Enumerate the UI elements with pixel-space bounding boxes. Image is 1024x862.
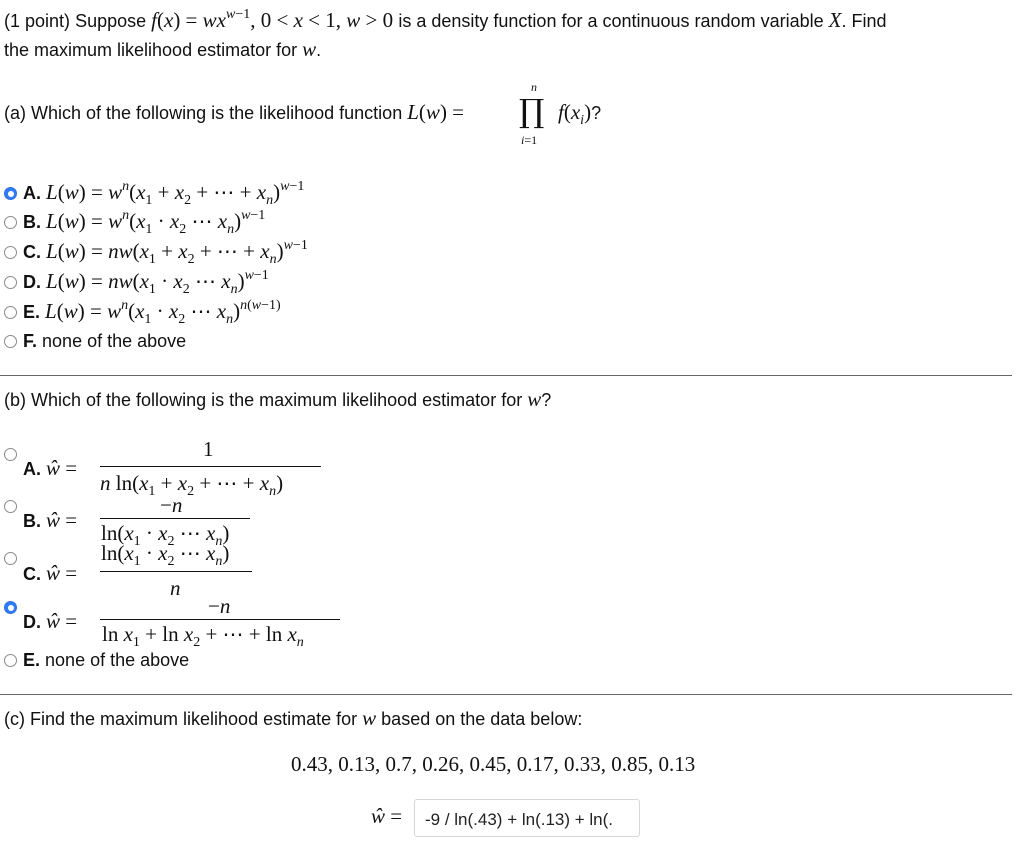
part-b-option-b-radio[interactable]: [4, 500, 17, 513]
part-b-option-c-numerator: $\ln(x_1 \cdot x_2$ ⋯ $x_n$): [101, 541, 230, 569]
part-c-question: (c) Find the maximum likelihood estimate for w based on the data below:: [4, 706, 583, 730]
part-b-option-a-numerator: 1: [203, 437, 214, 461]
part-b-option-d-numerator: −n: [208, 594, 231, 618]
part-a-option-b[interactable]: B. $L(w) = w^n(x_1 \cdot x_2$ ⋯ $x_n)^{w-1}$: [23, 208, 266, 237]
part-c-answer-label: ŵ =: [371, 804, 403, 828]
part-b-question: (b) Which of the following is the maximum likelihood estimator for w?: [4, 387, 552, 411]
product-term: $f(x_i)$?: [558, 100, 602, 128]
part-b-option-c-label[interactable]: C. ŵ =: [23, 561, 78, 585]
part-a-option-e[interactable]: E. $L(w) = w^n(x_1 \cdot x_2$ ⋯ $x_n)^{n(w-1)}$: [23, 298, 281, 327]
product-upper-limit: n: [531, 80, 537, 94]
part-a-option-f-radio[interactable]: [4, 335, 17, 348]
part-b-option-a-fraction-bar: [100, 466, 321, 467]
part-a-option-a-radio[interactable]: [4, 187, 17, 200]
part-b-option-c-fraction-bar: [100, 571, 252, 572]
part-b-option-e[interactable]: E. none of the above: [23, 650, 190, 670]
divider-b-c: [0, 694, 1012, 695]
part-a-option-c-radio[interactable]: [4, 246, 17, 259]
problem-statement-line1: (1 point) Suppose $f(x) = wx^{w-1}$, 0 < x < 1, w > 0 is a density function for a continuous random variable X. Find: [4, 7, 887, 32]
problem-statement-line2: the maximum likelihood estimator for w.: [4, 37, 322, 61]
part-a-question: (a) Which of the following is the likelihood function L(w) =: [4, 100, 465, 124]
part-b-option-d-fraction-bar: [100, 619, 340, 620]
part-b-option-d-label[interactable]: D. ŵ =: [23, 609, 78, 633]
part-a-option-a[interactable]: A. $L(w) = w^n(x_1 + x_2$ + ⋯ + $x_n)^{w-1}$: [23, 179, 305, 208]
part-b-option-d-denominator: $\ln x_1 + \ln x_2$ + ⋯ + $\ln x_n$: [102, 622, 304, 650]
part-b-option-c-radio[interactable]: [4, 552, 17, 565]
part-b-option-a-denominator: n $\ln(x_1 + x_2$ + ⋯ + $x_n$): [100, 471, 284, 499]
part-a-option-d[interactable]: D. $L(w) = nw(x_1 \cdot x_2$ ⋯ $x_n)^{w-1}$: [23, 268, 269, 297]
part-a-option-b-radio[interactable]: [4, 216, 17, 229]
part-c-answer-input[interactable]: -9 / ln(.43) + ln(.13) + ln(.: [414, 799, 640, 837]
part-b-option-e-radio[interactable]: [4, 654, 17, 667]
part-a-option-d-radio[interactable]: [4, 276, 17, 289]
part-a-option-f[interactable]: F. none of the above: [23, 331, 187, 351]
part-b-option-b-fraction-bar: [100, 518, 250, 519]
part-b-option-b-numerator: −n: [160, 493, 183, 517]
part-b-option-b-denominator: $\ln(x_1 \cdot x_2$ ⋯ $x_n$): [101, 521, 230, 549]
part-c-data: 0.43, 0.13, 0.7, 0.26, 0.45, 0.17, 0.33, 0.85, 0.13: [291, 752, 696, 776]
part-b-option-a-radio[interactable]: [4, 448, 17, 461]
part-b-option-d-radio[interactable]: [4, 601, 17, 614]
part-a-option-c[interactable]: C. $L(w) = nw(x_1 + x_2$ + ⋯ + $x_n)^{w-1}$: [23, 238, 308, 267]
product-lower-limit: i=1: [521, 133, 538, 147]
product-symbol: ∏: [519, 92, 545, 130]
part-a-option-e-radio[interactable]: [4, 306, 17, 319]
divider-a-b: [0, 375, 1012, 376]
part-b-option-c-denominator: n: [170, 576, 181, 600]
part-b-option-a-label[interactable]: A. ŵ =: [23, 456, 78, 480]
part-b-option-b-label[interactable]: B. ŵ =: [23, 508, 78, 532]
